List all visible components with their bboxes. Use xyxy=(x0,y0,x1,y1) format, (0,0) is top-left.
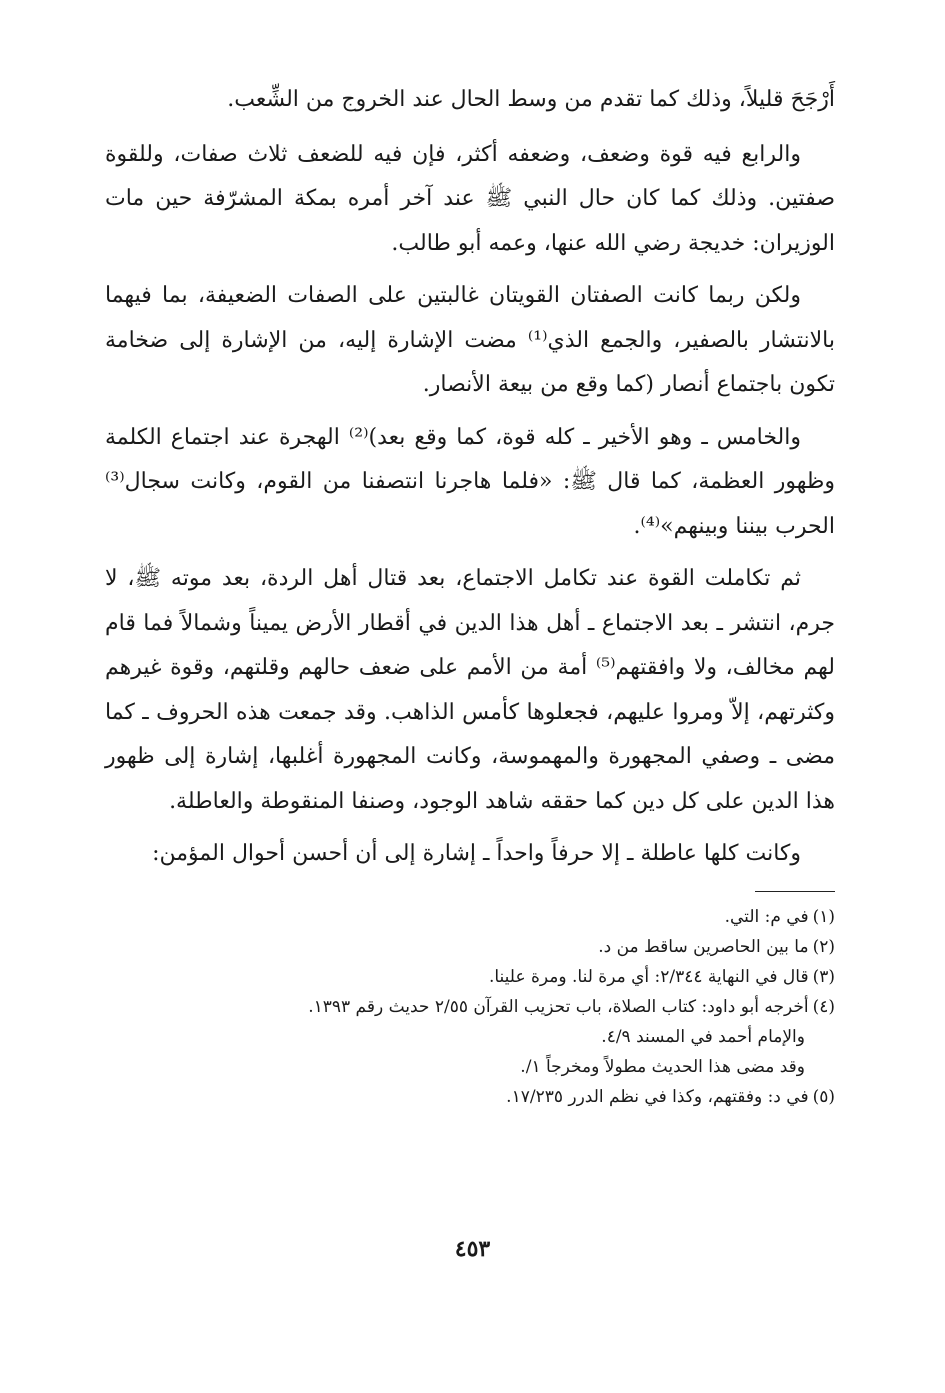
footnote-text: أخرجه أبو داود: كتاب الصلاة، باب تحزيب القرآن ٢/٥٥ حديث رقم ١٣٩٣. xyxy=(308,996,809,1017)
footnote-separator xyxy=(755,891,835,892)
footnotes xyxy=(105,902,835,1112)
footnote xyxy=(105,902,835,932)
footnote-separator-wrap xyxy=(105,885,835,902)
footnote-number: (٣) xyxy=(812,966,835,987)
footnote-continuation: والإمام أحمد في المسند ٤/٩. xyxy=(601,1026,805,1047)
page-content xyxy=(105,78,835,1112)
paragraph: أَرْجَحَ قليلاً، وذلك كما تقدم من وسط الحال عند الخروج من الشِّعب. xyxy=(227,87,835,112)
paragraph: ولكن ربما كانت الصفتان القويتان غالبتين على الصفات الضعيفة، بما فيهما بالانتشار بالصفير، والجمع الذي⁽¹⁾ مضت الإشارة إليه، من الإشارة إلى ضخامة تكون باجتماع أنصار (كما وقع من بيعة الأنصار. xyxy=(105,283,835,397)
footnote-text: قال في النهاية ٢/٣٤٤: أي مرة لنا. ومرة علينا. xyxy=(488,966,809,987)
footnote-text: في د: وفقتهم، وكذا في نظم الدرر ١٧/٢٣٥. xyxy=(506,1086,809,1107)
footnote-continuation: وقد مضى هذا الحديث مطولاً ومخرجاً ١/. xyxy=(520,1056,805,1077)
paragraph: والخامس ـ وهو الأخير ـ كله قوة، كما وقع بعد)⁽²⁾ الهجرة عند اجتماع الكلمة وظهور العظمة، كما قال ﷺ: «فلما هاجرنا انتصفنا من القوم، وكانت سجال⁽³⁾ الحرب بيننا وبينهم»⁽⁴⁾. xyxy=(105,424,835,539)
footnote xyxy=(105,1082,835,1112)
footnote-number: (٤) xyxy=(812,996,835,1017)
main-text xyxy=(105,78,835,877)
footnote-number: (٢) xyxy=(812,936,835,957)
footnote-text: في م: التي. xyxy=(724,906,809,927)
footnote-number: (١) xyxy=(812,906,835,927)
paragraph: والرابع فيه قوة وضعف، وضعفه أكثر، فإن فيه للضعف ثلاث صفات، وللقوة صفتين. وذلك كما كان حال النبي ﷺ عند آخر أمره بمكة المشرّفة حين مات الوزيران: خديجة رضي الله عنها، وعمه أبو طالب. xyxy=(105,141,835,256)
paragraph: ثم تكاملت القوة عند تكامل الاجتماع، بعد قتال أهل الردة، بعد موته ﷺ، لا جرم، انتشر ـ بعد الاجتماع ـ أهل هذا الدين في أقطار الأرض يميناً وشمالاً فما قام لهم مخالف، ولا وافقتهم⁽⁵⁾ أمة من الأمم على ضعف حالهم وقلتهم، وقوة غيرهم وكثرتهم، إلاّ ومروا عليهم، فجعلوها كأمس الذاهب. وقد جمعت هذه الحروف ـ كما مضى ـ وصفي المجهورة والمهموسة، وكانت المجهورة أغلبها، إشارة إلى ظهور هذا الدين على كل دين كما حققه شاهد الوجود، وصنفا المنقوطة والعاطلة. xyxy=(105,566,835,814)
footnote-number: (٥) xyxy=(812,1086,835,1107)
paragraph: وكانت كلها عاطلة ـ إلا حرفاً واحداً ـ إشارة إلى أن أحسن أحوال المؤمن: xyxy=(152,841,801,866)
footnote-text: ما بين الحاصرين ساقط من د. xyxy=(598,936,809,957)
page-number: ٤٥٣ xyxy=(454,1236,491,1262)
footnote xyxy=(105,932,835,962)
footnote xyxy=(105,962,835,992)
footnote xyxy=(105,992,835,1022)
